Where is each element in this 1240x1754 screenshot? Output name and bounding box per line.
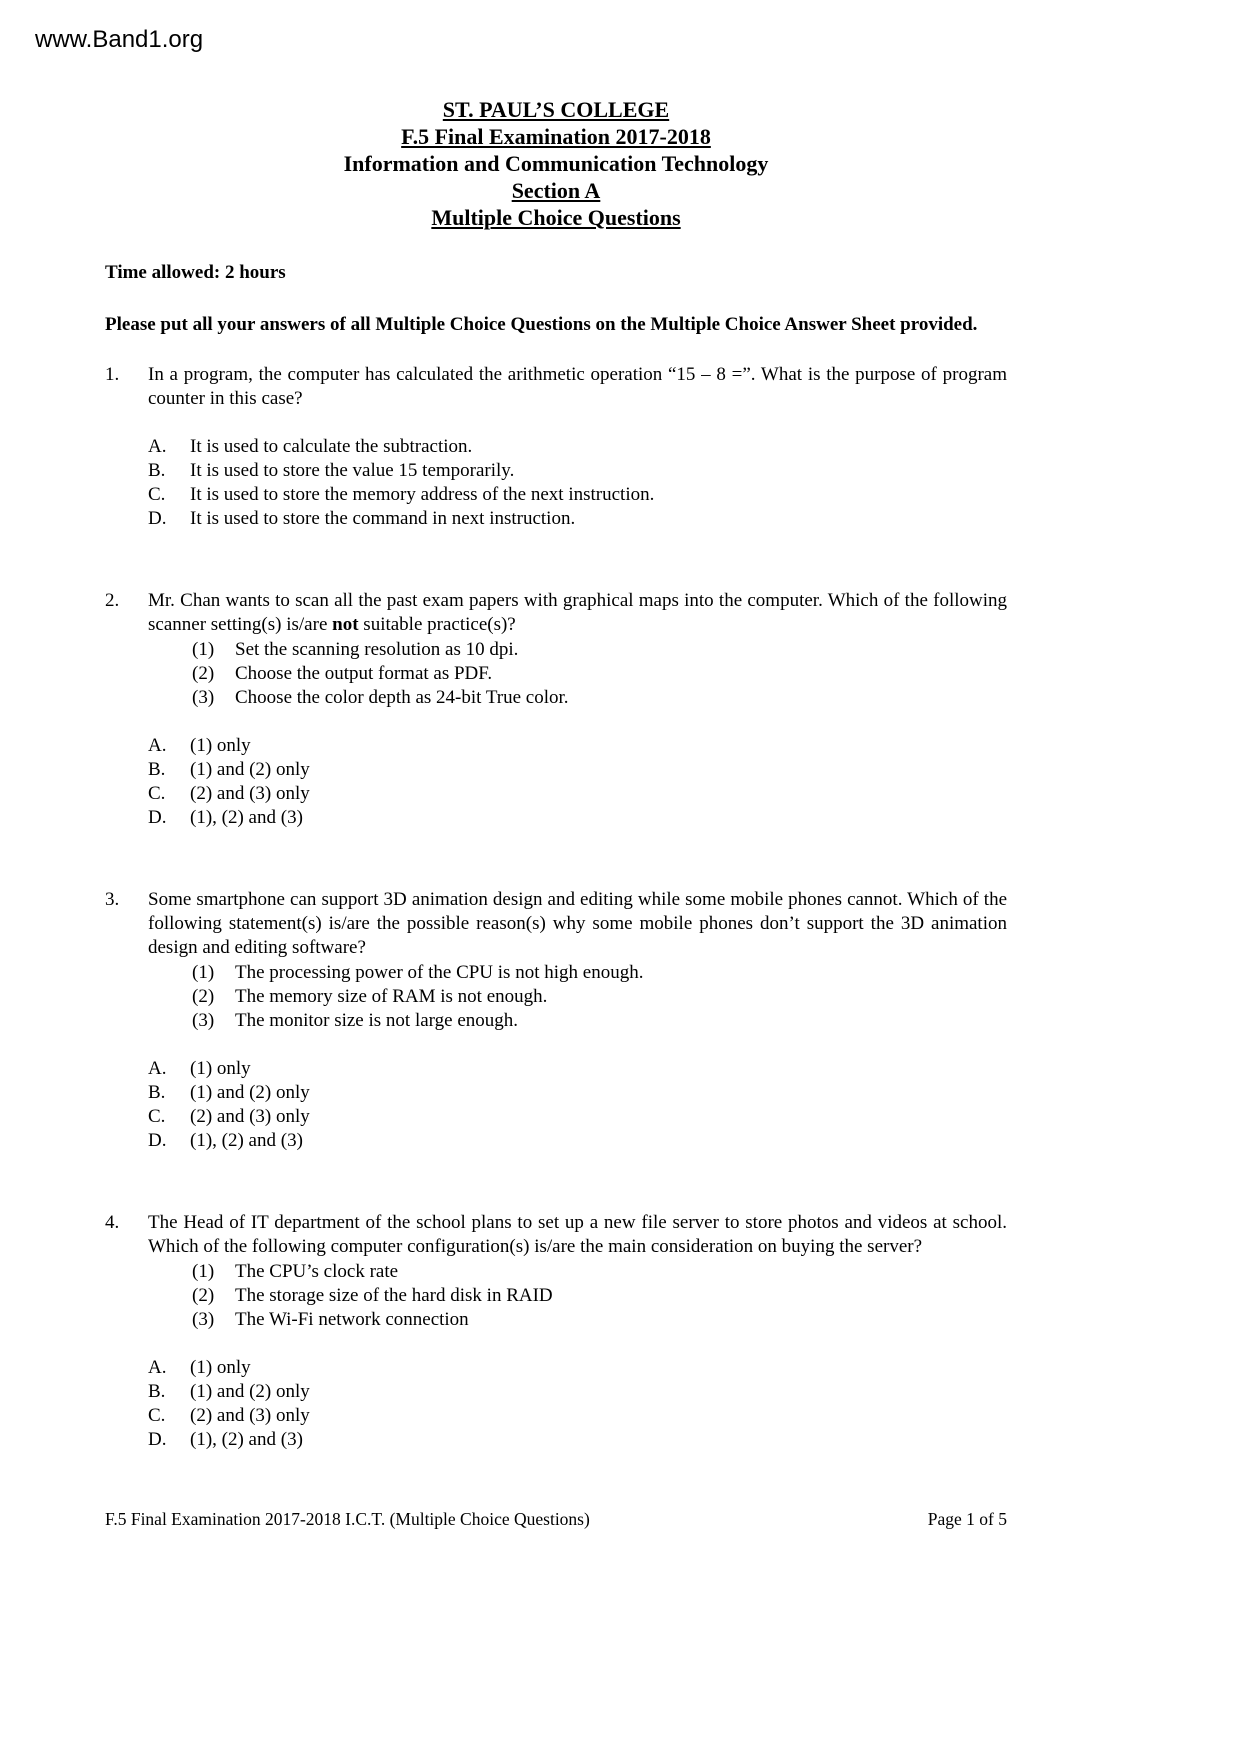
question xyxy=(105,363,1007,531)
sub-item xyxy=(148,686,1007,710)
time-allowed: Time allowed: 2 hours xyxy=(105,262,286,283)
sub-item-label: (3) xyxy=(192,687,215,708)
sub-item xyxy=(148,961,1007,985)
option-label: B. xyxy=(148,460,166,481)
option-label: C. xyxy=(148,484,166,505)
exam-title: F.5 Final Examination 2017-2018 xyxy=(401,124,711,149)
sub-item-label: (3) xyxy=(192,1010,215,1031)
option-label: B. xyxy=(148,759,166,780)
option-label: B. xyxy=(148,1082,166,1103)
question-text-part: Mr. Chan wants to scan all the past exam papers with graphical maps into the computer. Which of the following scanner setting(s) is/are xyxy=(148,590,1007,635)
option-text: It is used to calculate the subtraction. xyxy=(190,436,473,457)
sub-item-label: (2) xyxy=(192,986,215,1007)
option-row xyxy=(148,1057,1007,1081)
sub-item-text: The CPU’s clock rate xyxy=(235,1261,399,1282)
sub-item xyxy=(148,1260,1007,1284)
question-body xyxy=(148,888,1007,1153)
option-label: B. xyxy=(148,1381,166,1402)
question-text xyxy=(148,1211,1007,1259)
option-label: A. xyxy=(148,1058,167,1079)
option-label: C. xyxy=(148,1106,166,1127)
option-label: A. xyxy=(148,735,167,756)
option-label: C. xyxy=(148,783,166,804)
option-row xyxy=(148,1105,1007,1129)
question xyxy=(105,888,1007,1153)
option-text: (1) and (2) only xyxy=(190,759,310,780)
option-label: D. xyxy=(148,1429,167,1450)
sub-item-text: The Wi-Fi network connection xyxy=(235,1309,469,1330)
options xyxy=(148,1057,1007,1153)
option-text: It is used to store the value 15 temporarily. xyxy=(190,460,515,481)
paper-type-title: Multiple Choice Questions xyxy=(431,205,681,230)
question-text-part: In a program, the computer has calculated the arithmetic operation “15 – 8 =”. What is the purpose of program counter in this case? xyxy=(148,364,1007,409)
question-text xyxy=(148,888,1007,960)
sub-item-label: (3) xyxy=(192,1309,215,1330)
option-label: D. xyxy=(148,807,167,828)
option-row xyxy=(148,806,1007,830)
sub-item xyxy=(148,1308,1007,1332)
option-text: It is used to store the memory address of the next instruction. xyxy=(190,484,655,505)
option-text: (2) and (3) only xyxy=(190,783,310,804)
footer-left: F.5 Final Examination 2017-2018 I.C.T. (Multiple Choice Questions) xyxy=(105,1509,590,1529)
sub-item-text: The monitor size is not large enough. xyxy=(235,1010,519,1031)
option-row xyxy=(148,734,1007,758)
option-row xyxy=(148,1428,1007,1452)
subject-title: Information and Communication Technology xyxy=(343,151,769,176)
sub-item-label: (1) xyxy=(192,1261,215,1282)
questions-container xyxy=(105,363,1007,1452)
question-text-part: Some smartphone can support 3D animation design and editing while some mobile phones cannot. Which of the following statement(s) is/are the possible reason(s) why some mobile phones don’t support the 3D animation design and editing software? xyxy=(148,889,1007,958)
sub-item xyxy=(148,662,1007,686)
option-row xyxy=(148,1356,1007,1380)
option-row xyxy=(148,1129,1007,1153)
question-number: 4. xyxy=(105,1212,120,1233)
option-row xyxy=(148,782,1007,806)
option-row xyxy=(148,435,1007,459)
option-row xyxy=(148,1404,1007,1428)
sub-item-text: Set the scanning resolution as 10 dpi. xyxy=(235,639,519,660)
section-title: Section A xyxy=(511,178,601,203)
instructions: Please put all your answers of all Multiple Choice Questions on the Multiple Choice Answer Sheet provided. xyxy=(105,314,978,335)
sub-items xyxy=(148,638,1007,710)
option-text: (1) only xyxy=(190,1058,251,1079)
option-text: (1), (2) and (3) xyxy=(190,807,303,828)
sub-item-label: (1) xyxy=(192,639,215,660)
sub-item-label: (1) xyxy=(192,962,215,983)
sub-items xyxy=(148,1260,1007,1332)
option-label: A. xyxy=(148,1357,167,1378)
question-text-bold: not xyxy=(332,614,359,635)
sub-item-text: The memory size of RAM is not enough. xyxy=(235,986,548,1007)
option-text: (2) and (3) only xyxy=(190,1405,310,1426)
sub-item-text: Choose the color depth as 24-bit True color. xyxy=(235,687,569,708)
sub-item-text: Choose the output format as PDF. xyxy=(235,663,493,684)
question-number: 1. xyxy=(105,364,120,385)
option-text: (1) only xyxy=(190,735,251,756)
question-text xyxy=(148,589,1007,637)
option-text: (1) and (2) only xyxy=(190,1381,310,1402)
question xyxy=(105,1211,1007,1452)
college-name: ST. PAUL’S COLLEGE xyxy=(442,97,670,122)
page-content xyxy=(105,0,1007,1510)
option-text: (2) and (3) only xyxy=(190,1106,310,1127)
option-text: (1) and (2) only xyxy=(190,1082,310,1103)
question-body xyxy=(148,589,1007,830)
option-text: (1), (2) and (3) xyxy=(190,1429,303,1450)
sub-item xyxy=(148,1009,1007,1033)
option-text: (1) only xyxy=(190,1357,251,1378)
option-text: It is used to store the command in next instruction. xyxy=(190,508,576,529)
question-text xyxy=(148,363,1007,411)
question-body xyxy=(148,363,1007,531)
option-row xyxy=(148,1081,1007,1105)
question-text-part: The Head of IT department of the school plans to set up a new file server to store photos and videos at school. Which of the following computer configuration(s) is/are the main consideration on buying the server? xyxy=(148,1212,1007,1257)
sub-item xyxy=(148,985,1007,1009)
option-row xyxy=(148,507,1007,531)
option-row xyxy=(148,1380,1007,1404)
sub-item xyxy=(148,638,1007,662)
sub-item-text: The storage size of the hard disk in RAID xyxy=(235,1285,553,1306)
option-label: D. xyxy=(148,508,167,529)
footer-page-number: Page 1 of 5 xyxy=(927,1509,1007,1529)
option-label: C. xyxy=(148,1405,166,1426)
options xyxy=(148,1356,1007,1452)
site-watermark: www.Band1.org xyxy=(35,26,204,53)
option-row xyxy=(148,758,1007,782)
options xyxy=(148,734,1007,830)
question-number: 3. xyxy=(105,889,120,910)
sub-item-text: The processing power of the CPU is not high enough. xyxy=(235,962,644,983)
question-text-part: suitable practice(s)? xyxy=(358,614,516,635)
title-block xyxy=(105,96,1007,231)
sub-item xyxy=(148,1284,1007,1308)
sub-items xyxy=(148,961,1007,1033)
question xyxy=(105,589,1007,830)
question-number: 2. xyxy=(105,590,120,611)
question-body xyxy=(148,1211,1007,1452)
option-text: (1), (2) and (3) xyxy=(190,1130,303,1151)
option-row xyxy=(148,483,1007,507)
option-row xyxy=(148,459,1007,483)
option-label: A. xyxy=(148,436,167,457)
option-label: D. xyxy=(148,1130,167,1151)
sub-item-label: (2) xyxy=(192,663,215,684)
sub-item-label: (2) xyxy=(192,1285,215,1306)
options xyxy=(148,435,1007,531)
page-footer xyxy=(105,1508,1007,1530)
